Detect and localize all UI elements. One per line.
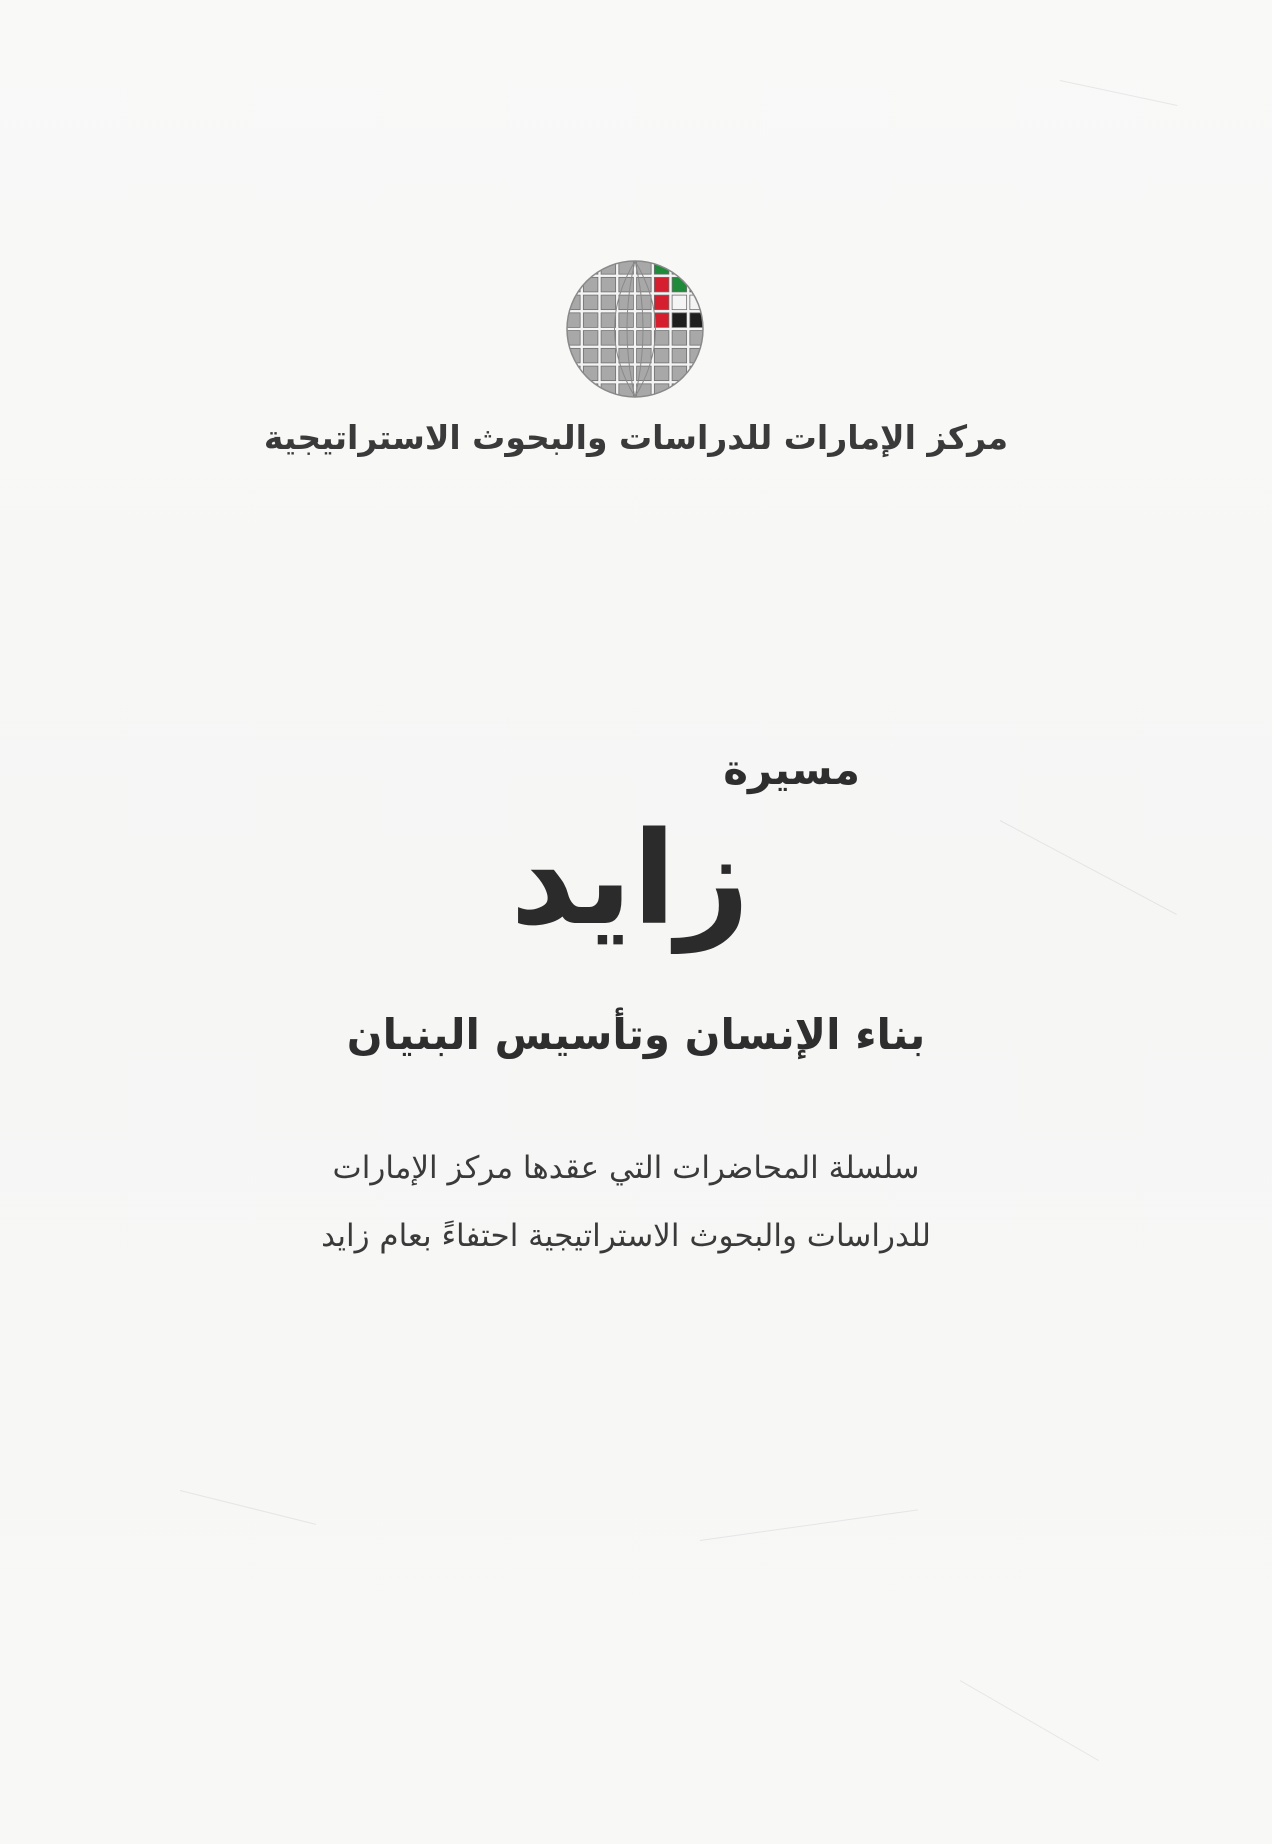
globe-cell: [566, 384, 581, 399]
paper-scuff: [180, 1490, 316, 1525]
globe-cell: [583, 366, 598, 381]
globe-cell: [672, 331, 687, 346]
globe-cell: [583, 313, 598, 328]
title-line-2: زايد: [510, 805, 750, 954]
globe-cell: [654, 348, 669, 363]
globe-cell: [672, 384, 687, 399]
globe-cell: [690, 384, 705, 399]
globe-cell: [637, 348, 652, 363]
globe-cell: [637, 313, 652, 328]
globe-cell: [654, 366, 669, 381]
globe-cell: [672, 348, 687, 363]
globe-cell: [583, 277, 598, 292]
globe-cell: [583, 348, 598, 363]
description-line-1: سلسلة المحاضرات التي عقدها مركز الإمارات: [332, 1150, 920, 1186]
globe-cell: [566, 260, 581, 275]
paper-scuff: [1000, 820, 1177, 915]
globe-cell: [601, 366, 616, 381]
globe-cell: [566, 277, 581, 292]
globe-cell: [583, 384, 598, 399]
globe-cell: [601, 348, 616, 363]
globe-cell: [583, 295, 598, 310]
globe-cell: [672, 295, 687, 310]
globe-cell: [601, 295, 616, 310]
globe-cell: [672, 277, 687, 292]
globe-cell: [583, 331, 598, 346]
globe-cell: [601, 313, 616, 328]
globe-cell: [583, 260, 598, 275]
globe-cell: [672, 313, 687, 328]
globe-cell: [619, 295, 634, 310]
globe-cell: [654, 277, 669, 292]
globe-cell: [566, 366, 581, 381]
globe-cell: [637, 295, 652, 310]
paper-scuff: [1060, 80, 1178, 106]
globe-cell: [619, 313, 634, 328]
globe-cell: [690, 277, 705, 292]
description-line-2: للدراسات والبحوث الاستراتيجية احتفاءً بعام زايد: [321, 1218, 931, 1254]
globe-cell: [619, 348, 634, 363]
globe-cell: [672, 366, 687, 381]
globe-logo-icon: [564, 258, 706, 400]
paper-scuff: [700, 1509, 918, 1541]
globe-cell: [654, 295, 669, 310]
globe-cell: [601, 331, 616, 346]
globe-cell: [654, 331, 669, 346]
globe-cell: [601, 277, 616, 292]
book-subtitle: بناء الإنسان وتأسيس البنيان: [346, 1010, 926, 1059]
globe-cell: [637, 331, 652, 346]
title-line-1: مسيرة: [723, 745, 860, 794]
globe-cell: [619, 331, 634, 346]
organization-name: مركز الإمارات للدراسات والبحوث الاستراتيجية: [263, 418, 1009, 457]
globe-cell: [690, 260, 705, 275]
globe-cell: [654, 313, 669, 328]
paper-scuff: [960, 1680, 1099, 1761]
globe-cell: [690, 366, 705, 381]
globe-cell: [672, 260, 687, 275]
